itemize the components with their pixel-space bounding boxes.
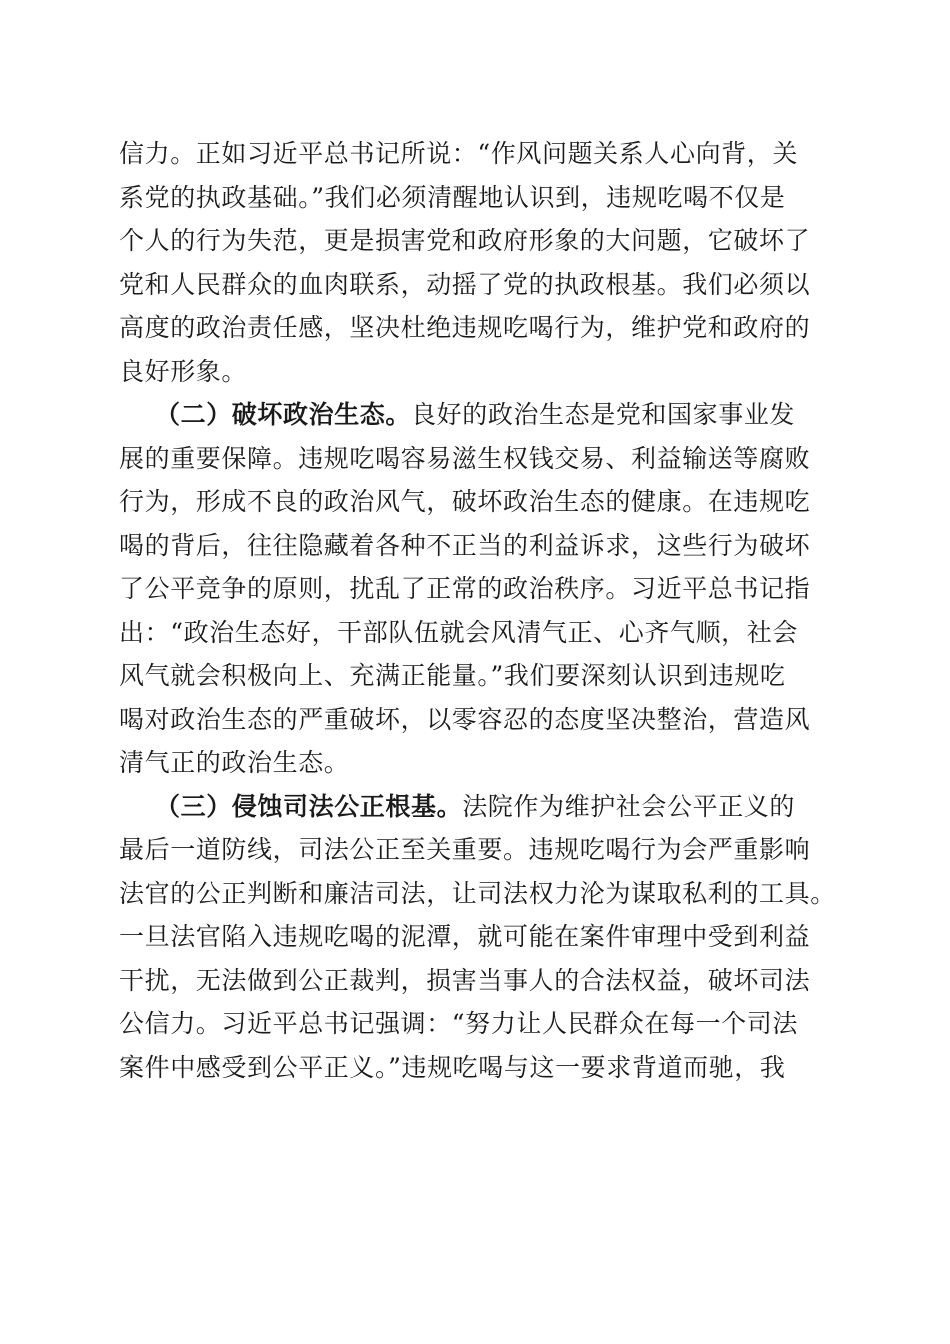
text-line: 喝对政治生态的严重破坏，以零容忍的态度坚决整治，营造风 [119, 704, 811, 734]
text-line: 出：“政治生态好，干部队伍就会风清气正、心齐气顺，社会 [119, 617, 798, 647]
document-body [119, 132, 839, 1089]
text-line: 个人的行为失范，更是损害党和政府形象的大问题，它破坏了 [119, 226, 811, 255]
text-line: 一旦法官陷入违规吃喝的泥潭，就可能在案件审理中受到利益 [119, 922, 811, 951]
text-line: 清气正的政治生态。 [119, 748, 350, 777]
text-line: 最后一道防线，司法公正至关重要。违规吃喝行为会严重影响 [119, 835, 811, 864]
section-heading-3: （三）侵蚀司法公正根基。 [155, 791, 463, 821]
paragraph-3 [119, 785, 839, 1090]
text-line: 良好形象。 [119, 356, 248, 386]
section-heading-2: （二）破坏政治生态。 [155, 400, 412, 429]
text-line: 喝的背后，往往隐藏着各种不正当的利益诉求，这些行为破坏 [119, 530, 811, 560]
text-line: 公信力。习近平总书记强调：“努力让人民群众在每一个司法 [119, 1009, 798, 1038]
text-line: 案件中感受到公平正义。”违规吃喝与这一要求背道而驰，我 [119, 1052, 786, 1082]
text-fragment: 良好的政治生态是党和国家事业发 [411, 400, 796, 429]
text-fragment: 法院作为维护社会公平正义的 [462, 791, 796, 821]
text-line: 了公平竞争的原则，扰乱了正常的政治秩序。习近平总书记指 [119, 574, 811, 603]
text-line [119, 393, 839, 437]
text-line: 干扰，无法做到公正裁判，损害当事人的合法权益，破坏司法 [119, 965, 811, 995]
text-line: 法官的公正判断和廉洁司法，让司法权力沦为谋取私利的工具。 [119, 878, 836, 908]
text-line: 风气就会积极向上、充满正能量。”我们要深刻认识到违规吃 [119, 661, 786, 690]
text-line: 党和人民群众的血肉联系，动摇了党的执政根基。我们必须以 [119, 269, 811, 299]
text-line: 系党的执政基础。”我们必须清醒地认识到，违规吃喝不仅是 [119, 182, 786, 212]
text-line: 信力。正如习近平总书记所说：“作风问题关系人心向背，关 [119, 139, 798, 168]
text-line: 高度的政治责任感，坚决杜绝违规吃喝行为，维护党和政府的 [119, 313, 811, 342]
paragraph-1 [119, 132, 839, 393]
text-line [119, 785, 839, 829]
text-line: 行为，形成不良的政治风气，破坏政治生态的健康。在违规吃 [119, 487, 811, 516]
paragraph-2 [119, 393, 839, 785]
text-line: 展的重要保障。违规吃喝容易滋生权钱交易、利益输送等腐败 [119, 443, 811, 473]
